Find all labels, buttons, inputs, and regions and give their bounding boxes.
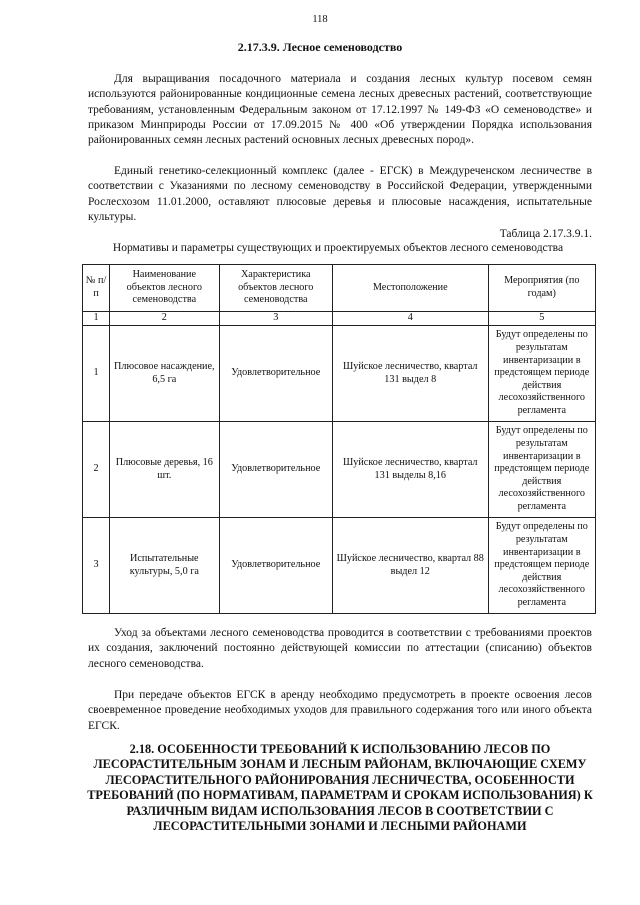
paragraph-text: При передаче объектов ЕГСК в аренду необходимо предусмотреть в проекте освоения лесов своевременное проведение необходимых уходов для правильного содержания того или иного объекта ЕГСК.	[88, 689, 592, 732]
paragraph-seed-requirements	[88, 72, 592, 148]
cell-measures: Будут определены по результатам инвентаризации в предстоящем периоде действия лесохозяйственного регламента	[488, 422, 595, 518]
header-characteristic: Характеристика объектов лесного семеноводства	[219, 265, 332, 312]
cell-measures: Будут определены по результатам инвентаризации в предстоящем периоде действия лесохозяйственного регламента	[488, 518, 595, 614]
column-number: 5	[488, 312, 595, 326]
seed-objects-table	[82, 264, 596, 614]
header-object-name: Наименование объектов лесного семеноводства	[110, 265, 219, 312]
table-header-row	[83, 265, 596, 312]
cell-characteristic: Удовлетворительное	[219, 422, 332, 518]
paragraph-lease	[88, 688, 592, 734]
page-number: 118	[312, 14, 328, 25]
table-row	[83, 518, 596, 614]
cell-number: 3	[83, 518, 110, 614]
cell-number: 2	[83, 422, 110, 518]
paragraph-text: Уход за объектами лесного семеноводства проводится в соответствии с требованиями проектов их создания, заключений постоянно действующей комиссии по аттестации (списанию) объектов лесного семеноводства.	[88, 627, 592, 670]
cell-object-name: Испытательные культуры, 5,0 га	[110, 518, 219, 614]
cell-characteristic: Удовлетворительное	[219, 326, 332, 422]
cell-characteristic: Удовлетворительное	[219, 518, 332, 614]
subsection-heading: 2.18. ОСОБЕННОСТИ ТРЕБОВАНИЙ К ИСПОЛЬЗОВАНИЮ ЛЕСОВ ПО ЛЕСОРАСТИТЕЛЬНЫМ ЗОНАМ И ЛЕСНЫМ РАЙОНАМ, ВКЛЮЧАЮЩИЕ СХЕМУ ЛЕСОРАСТИТЕЛЬНОГО РАЙОНИРОВАНИЯ ЛЕСНИЧЕСТВА, ОСОБЕННОСТИ ТРЕБОВАНИЙ (ПО НОРМАТИВАМ, ПАРАМЕТРАМ И СРОКАМ ИСПОЛЬЗОВАНИЯ) К РАЗЛИЧНЫМ ВИДАМ ИСПОЛЬЗОВАНИЯ ЛЕСОВ В СООТВЕТСТВИИ С ЛЕСОРАСТИТЕЛЬНЫМИ ЗОНАМИ И ЛЕСНЫМИ РАЙОНАМИ	[87, 742, 593, 834]
table-row	[83, 326, 596, 422]
header-number: № п/п	[83, 265, 110, 312]
paragraph-text: Единый генетико-селекционный комплекс (далее - ЕГСК) в Междуреченском лесничестве в соответствии с Указаниями по лесному семеноводству в Российской Федерации, утвержденными Рослесхозом 11.01.2000, оставляют плюсовые деревья и плюсовые насаждения, испытательные культуры.	[88, 165, 592, 223]
cell-object-name: Плюсовые деревья, 16 шт.	[110, 422, 219, 518]
column-number: 4	[332, 312, 488, 326]
cell-location: Шуйское лесничество, квартал 131 выдел 8	[332, 326, 488, 422]
cell-location: Шуйское лесничество, квартал 131 выделы 8,16	[332, 422, 488, 518]
header-measures: Мероприятия (по годам)	[488, 265, 595, 312]
cell-number: 1	[83, 326, 110, 422]
paragraph-care	[88, 626, 592, 672]
table-row	[83, 422, 596, 518]
column-number-row	[83, 312, 596, 326]
column-number: 1	[83, 312, 110, 326]
cell-object-name: Плюсовое насаждение, 6,5 га	[110, 326, 219, 422]
section-title: 2.17.3.9. Лесное семеноводство	[237, 40, 403, 54]
paragraph-text: Для выращивания посадочного материала и создания лесных культур посевом семян используются районированные кондиционные семена лесных древесных растений, соответствующие требованиям, установленным Федеральным законом от 17.12.1997 № 149-ФЗ «О семеноводстве» и приказом Минприроды России от 17.09.2015 № 400 «Об утверждении Порядка использования районированных семян лесных растений основных лесных древесных пород».	[88, 73, 592, 147]
table-number: Таблица 2.17.3.9.1.	[499, 228, 592, 240]
cell-measures: Будут определены по результатам инвентаризации в предстоящем периоде действия лесохозяйственного регламента	[488, 326, 595, 422]
paragraph-egsk	[88, 164, 592, 225]
column-number: 2	[110, 312, 219, 326]
column-number: 3	[219, 312, 332, 326]
table-title: Нормативы и параметры существующих и проектируемых объектов лесного семеноводства	[112, 242, 564, 254]
cell-location: Шуйское лесничество, квартал 88 выдел 12	[332, 518, 488, 614]
header-location: Местоположение	[332, 265, 488, 312]
